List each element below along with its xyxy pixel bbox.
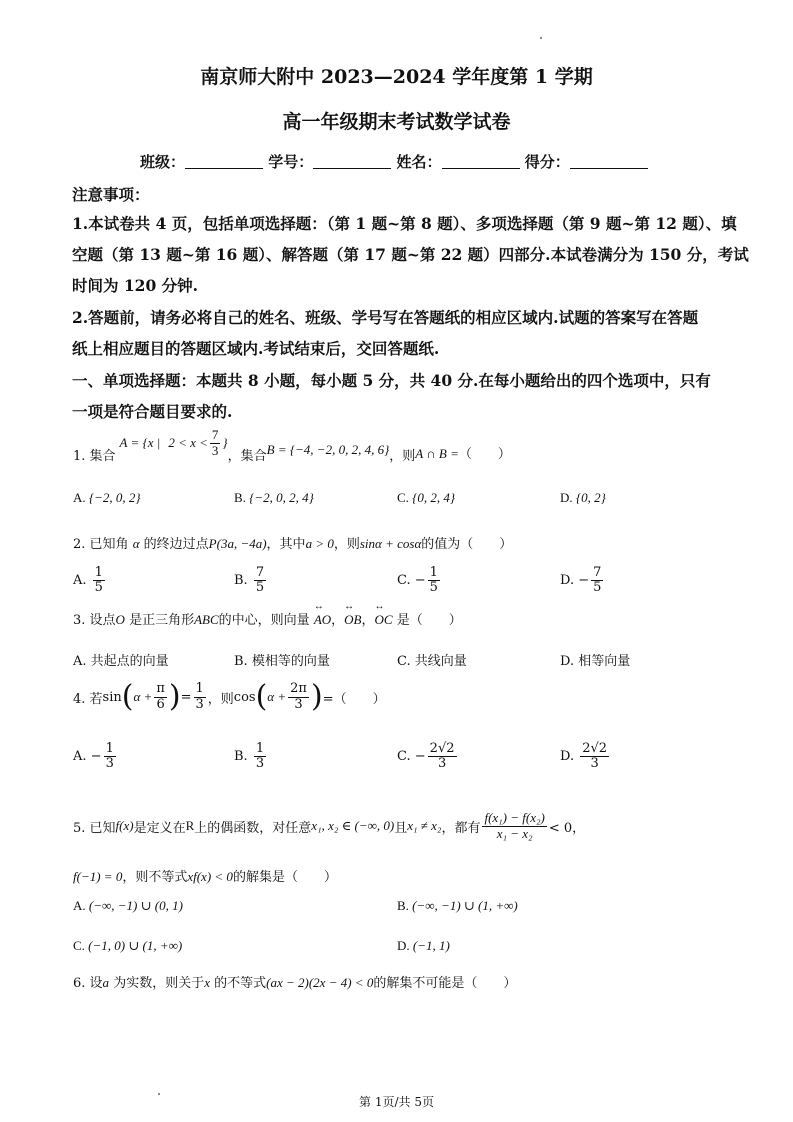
q2-option-a-fraction [93,566,105,596]
q3-option-a[interactable] [73,650,169,669]
q5-text-2: 上的偶函数，对任意 [194,820,312,836]
q1-set-a-lhs: A = {x | [119,435,161,451]
q4-rhs-den: 3 [195,696,204,712]
q2-option-d-sign: − [578,573,590,589]
q4-rhs-fraction [194,682,206,712]
q2-text-4: 的值为（ ） [421,537,513,552]
q5-frac-den: x₁ − x₂ [496,825,533,841]
q2-condition: a > 0 [305,536,334,551]
q1-option-d-value: {0, 2} [575,490,606,505]
scan-speck [540,37,542,39]
q1-set-b: B = {−4, −2, 0, 2, 4, 6} [266,442,390,457]
q4-option-a[interactable] [73,742,118,772]
q6-inequality: (ax − 2)(2x − 4) < 0 [266,975,374,990]
q5-prefix: 5. 已知 [73,820,116,836]
q4-prefix: 4. 若 [73,691,103,707]
q1-frac-den: 3 [211,442,219,458]
q5-option-d-letter: D. [397,938,410,953]
notes-heading: 注意事项： [72,185,150,204]
q3-prefix: 3. 设点 [73,613,116,628]
q2-option-d-fraction [591,566,603,596]
q2-option-c-fraction [428,566,440,596]
q2-option-b-den: 5 [255,580,265,596]
q2-alpha: α [132,536,140,551]
q4-option-c-sign: − [414,749,426,765]
q4-text-2: =（ ） [322,691,386,707]
q3-option-a-value: 共起点的向量 [90,654,169,669]
q1-prefix: 1. 集合 [73,449,116,464]
q5-option-b-letter: B. [397,898,409,913]
q2-option-b-fraction [254,566,266,596]
q3-text-3: 是（ ） [396,613,462,628]
q1-option-a[interactable] [73,490,141,506]
q6-text-2: 的不等式 [214,976,267,991]
q1-tail: ，则 [389,449,416,464]
info-fields [140,151,648,172]
q5-line2-text-2: 的解集是（ ） [232,870,337,885]
q4-option-a-letter: A. [73,749,87,765]
q5-option-c-letter: C. [73,938,85,953]
q1-option-b-value: {−2, 0, 2, 4} [249,490,314,505]
question-5-line2 [73,866,337,885]
q1-option-d[interactable] [560,490,606,506]
q5-frac-num: f(x₁) − f(x₂) [484,810,545,826]
q3-option-d[interactable] [560,650,630,669]
q5-line2-inequality: xf(x) < 0 [187,869,233,884]
class-blank[interactable] [185,154,263,169]
q4-option-d[interactable] [560,742,611,772]
q3-vector-ob: ↔ OB [344,612,361,628]
q1-option-a-value: {−2, 0, 2} [88,490,141,505]
q4-pi6-den: 6 [156,696,165,712]
q2-option-c-letter: C. [397,573,411,589]
q3-option-b[interactable] [234,650,330,669]
q3-vector-oc: ↔ OC [375,612,393,628]
q5-option-a[interactable] [73,898,183,914]
student-id-blank[interactable] [313,154,391,169]
q4-pi6-fraction [154,682,167,712]
q1-set-a-close: } [222,435,228,451]
q5-real-set: R [185,818,195,833]
student-id-label: 学号： [268,153,314,171]
q5-option-d-value: (−1, 1) [412,938,450,953]
q1-option-b-letter: B. [234,490,246,505]
q6-a: a [102,975,110,990]
q2-option-d-num: 7 [593,565,602,580]
q2-prefix: 2. 已知角 [73,537,129,552]
class-label: 班级： [140,153,186,171]
q3-option-d-letter: D. [560,654,575,669]
page-footer: 第 1页/共 5页 [359,1095,434,1109]
q2-text-2: ，其中 [266,537,306,552]
q2-point: P(3a, −4a) [208,536,267,551]
q2-option-c-sign: − [414,573,426,589]
q2-option-a-num: 1 [94,565,103,580]
question-1 [73,428,511,468]
section1-line2: 一项是符合题目要求的. [72,402,233,421]
q5-option-b[interactable] [397,898,518,914]
q2-option-b[interactable] [234,566,268,596]
q1-option-a-letter: A. [73,490,86,505]
q4-option-d-den: 3 [590,756,599,772]
notes-item2-line2: 纸上相应题目的答题区域内.考试结束后，交回答题纸. [72,339,440,358]
question-4: 4. 若 sin ( α + $\frac{\pi}{6}$ ) = $\frac{1}{3}$ ，则 cos ( α + $\frac{2\pi}{3}$ ) =（ ） [73,679,386,714]
q3-point-o: O [115,612,125,627]
q4-cos: cos [233,689,256,705]
q4-text-1: ，则 [207,691,234,707]
q1-expr: A ∩ B = [415,446,459,461]
q5-fx: f(x) [115,818,134,833]
question-6 [73,972,516,991]
section1-line1: 一、单项选择题：本题共 8 小题，每小题 5 分，共 40 分.在每小题给出的四个选项中，只有 [72,371,711,390]
q1-mid: ，集合 [227,449,267,464]
q3-option-c-letter: C. [397,654,411,669]
notes-item2-line1: 2.答题前，请务必将自己的姓名、班级、学号写在答题纸的相应区域内.试题的答案写在答题 [72,308,699,327]
name-blank[interactable] [442,154,520,169]
exam-title: 南京师大附中 2023—2024 学年度第 1 学期 [200,66,593,88]
q2-text-1: 的终边过点 [143,537,209,552]
q5-text-4: ，都有 [441,820,481,836]
q3-sep-1: ， [331,613,345,628]
q4-option-d-letter: D. [560,749,575,765]
q4-option-b-num: 1 [255,741,265,756]
q1-paren: （ ） [458,447,511,462]
q2-text-3: ，则 [333,537,360,552]
q5-option-a-letter: A. [73,898,86,913]
q3-option-d-value: 相等向量 [578,654,631,669]
q5-text-1: 是定义在 [133,820,186,836]
q2-option-b-letter: B. [234,573,248,589]
q5-neq: x₁ ≠ x₂ [407,818,442,833]
q4-option-a-den: 3 [105,756,114,772]
exam-subtitle: 高一年级期末考试数学试卷 [282,111,511,133]
q4-2pi3-fraction [288,682,309,712]
q3-text-2: 的中心，则向量 [218,613,310,628]
q5-option-c-value: (−1, 0) ∪ (1, +∞) [88,938,183,953]
q6-text-3: 的解集不可能是（ ） [373,976,517,991]
q5-option-a-value: (−∞, −1) ∪ (0, 1) [88,898,183,913]
q4-option-a-fraction [104,742,116,772]
q2-expression: sinα + cosα [359,536,422,551]
q2-option-d-den: 5 [593,580,602,596]
q1-frac-num: 7 [211,427,219,443]
q3-sep-2: ， [361,613,375,628]
q4-equals: = [180,689,192,705]
q5-vars: x₁, x₂ ∈ (−∞, 0) [311,818,395,833]
q2-option-a-letter: A. [73,573,87,589]
notes-item1-line2: 空题（第 13 题~第 16 题）、解答题（第 17 题~第 22 题）四部分.本试卷满分为 150 分，考试 [72,245,749,264]
q6-text-1: 为实数，则关于 [113,976,205,991]
question-5 [73,805,585,847]
score-blank[interactable] [570,154,648,169]
q5-fraction [482,811,546,841]
q3-option-c[interactable] [397,650,467,669]
q4-option-c-letter: C. [397,749,411,765]
q2-option-c-num: 1 [429,565,438,580]
q4-option-d-num: 2√2 [582,741,608,756]
q3-option-b-value: 模相等的向量 [251,654,330,669]
q5-option-c[interactable] [73,938,182,954]
q4-pi6-num: π [156,681,165,697]
q4-option-c-num: 2√2 [429,741,455,756]
q2-option-a[interactable] [73,566,107,596]
q5-lt0: < 0， [548,820,586,836]
q3-option-a-letter: A. [73,654,87,669]
q4-alpha-2: α + [267,689,287,704]
question-3 [73,609,462,628]
name-label: 姓名： [396,153,442,171]
q4-option-c[interactable] [397,742,459,772]
q4-option-a-num: 1 [105,741,114,756]
q2-option-a-den: 5 [94,580,103,596]
q2-option-c-den: 5 [429,580,438,596]
question-2 [73,533,512,552]
q5-text-3: 且 [394,820,408,836]
q1-set-a [120,428,228,458]
q4-alpha: α + [133,689,153,704]
q2-option-d[interactable] [560,566,605,596]
q4-option-b-letter: B. [234,749,248,765]
notes-item1-line3: 时间为 120 分钟. [72,276,199,295]
q1-set-a-cond: 2 < x < [168,435,208,451]
q3-option-b-letter: B. [234,654,248,669]
q4-rhs-num: 1 [195,681,204,697]
notes-item1-line1: 1.本试卷共 4 页，包括单项选择题：（第 1 题~第 8 题）、多项选择题（第 9 题~第 12 题）、填 [72,214,737,233]
q3-vector-ao: ↔ AO [314,612,331,628]
q5-line2-text-1: ，则不等式 [122,870,188,885]
q2-option-b-num: 7 [255,565,265,580]
scan-speck [158,1093,160,1095]
score-label: 得分： [524,153,570,171]
q2-option-d-letter: D. [560,573,575,589]
q1-option-c-letter: C. [397,490,409,505]
q4-2pi3-den: 3 [294,696,303,712]
q1-set-a-fraction [210,428,221,458]
q2-option-c[interactable] [397,566,442,596]
q4-2pi3-num: 2π [290,681,307,697]
q4-option-b[interactable] [234,742,268,772]
q3-option-c-value: 共线向量 [414,654,467,669]
q4-option-a-sign: − [90,749,102,765]
q1-option-d-letter: D. [560,490,573,505]
q4-option-c-fraction [428,742,457,772]
q5-option-d[interactable] [397,938,450,954]
q5-option-b-value: (−∞, −1) ∪ (1, +∞) [412,898,518,913]
q4-option-c-den: 3 [437,756,447,772]
q4-option-b-fraction [254,742,266,772]
q1-option-c[interactable] [397,490,455,506]
q4-sin: sin [102,689,122,705]
q4-option-d-fraction [580,742,609,772]
q4-option-b-den: 3 [255,756,265,772]
q6-prefix: 6. 设 [73,976,103,991]
q3-text-1: 是正三角形 [129,613,195,628]
q6-x: x [204,975,210,990]
q1-option-b[interactable] [234,490,314,506]
q5-line2-expr: f(−1) = 0 [73,869,123,884]
q3-triangle: ABC [194,612,219,627]
q1-option-c-value: {0, 2, 4} [412,490,456,505]
